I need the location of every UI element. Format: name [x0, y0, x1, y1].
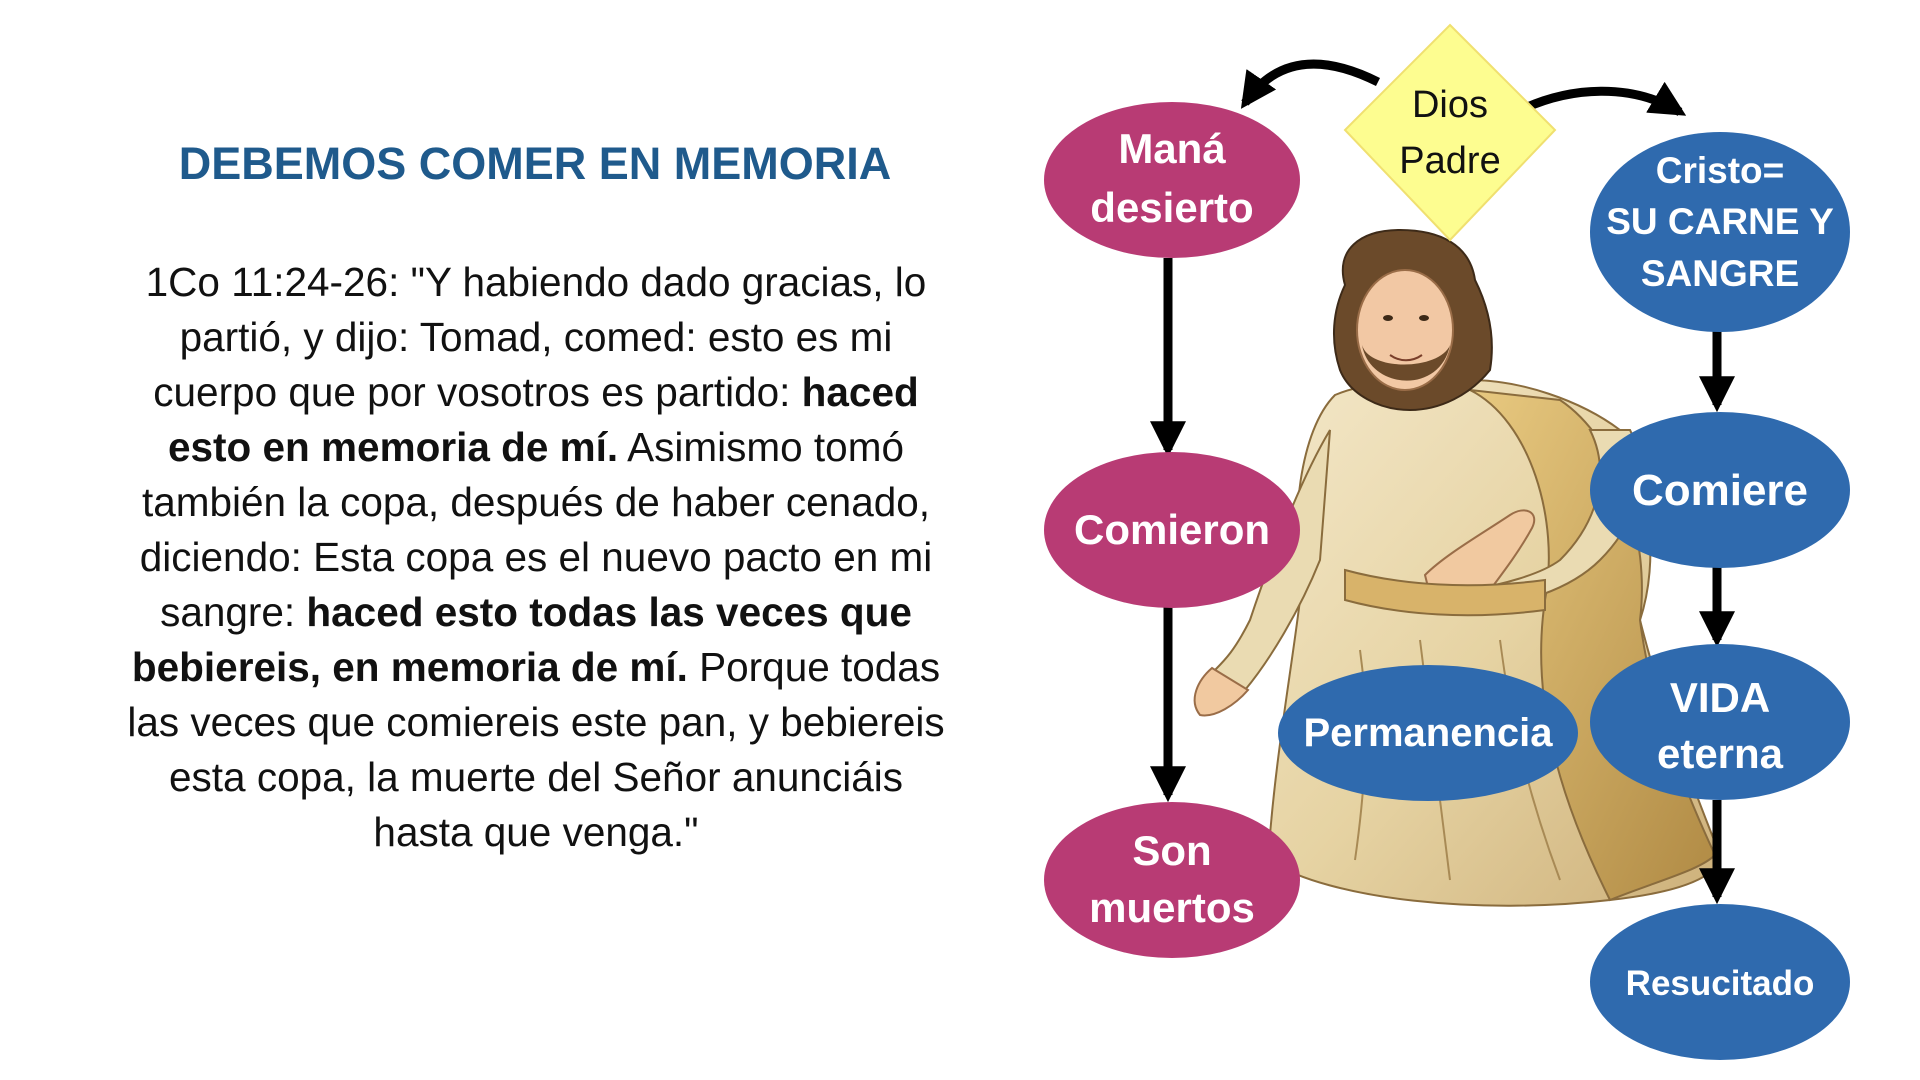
node-cristo-line-3: SANGRE	[1640, 253, 1800, 294]
node-vida-line-1: VIDA	[1669, 674, 1771, 721]
verse-text: Porque todas las veces que comiereis este pan, y bebiereis esta copa, la muerte del Señor anunciáis hasta que venga."	[127, 644, 945, 855]
node-son-muertos-line-1: Son	[1132, 827, 1212, 874]
arrow-to-mana	[1245, 64, 1378, 103]
node-cristo-line-1: Cristo=	[1655, 150, 1785, 191]
node-mana-line-1: Maná	[1118, 125, 1226, 172]
node-mana-desierto	[1044, 102, 1300, 258]
arrow-to-cristo	[1525, 91, 1680, 112]
node-comieron-label: Comieron	[1073, 506, 1271, 553]
diamond-dios-padre	[1345, 25, 1555, 240]
node-comiere	[1590, 412, 1850, 568]
node-son-muertos	[1044, 802, 1300, 958]
verse-text: 1Co 11:24-26: "Y habiendo dado gracias, lo partió, y dijo: Tomad, comed: esto es mi cuerpo que por vosotros es partido:	[145, 259, 927, 415]
node-resucitado	[1590, 904, 1850, 1060]
node-resucitado-label: Resucitado	[1625, 964, 1815, 1003]
verse-emphasis: haced esto todas las veces que bebiereis, en memoria de mí.	[131, 589, 912, 690]
slide-title: DEBEMOS COMER EN MEMORIA	[178, 138, 892, 189]
verse-emphasis: haced esto en memoria de mí.	[168, 369, 919, 470]
verse-text: Asimismo tomó también la copa, después de haber cenado, diciendo: Esta copa es el nuevo pacto en mi sangre:	[139, 424, 933, 635]
node-mana-line-2: desierto	[1090, 184, 1254, 231]
node-vida-line-2: eterna	[1656, 730, 1784, 777]
node-permanencia	[1278, 665, 1578, 801]
node-son-muertos-line-2: muertos	[1089, 884, 1255, 931]
node-cristo-line-2: SU CARNE Y	[1606, 201, 1834, 242]
diamond-line-2: Padre	[1399, 140, 1501, 182]
diamond-line-1: Dios	[1411, 84, 1489, 126]
node-cristo	[1590, 132, 1850, 332]
node-comieron	[1044, 452, 1300, 608]
node-permanencia-label: Permanencia	[1303, 711, 1553, 755]
node-comiere-label: Comiere	[1631, 466, 1809, 515]
node-vida-eterna	[1590, 644, 1850, 800]
